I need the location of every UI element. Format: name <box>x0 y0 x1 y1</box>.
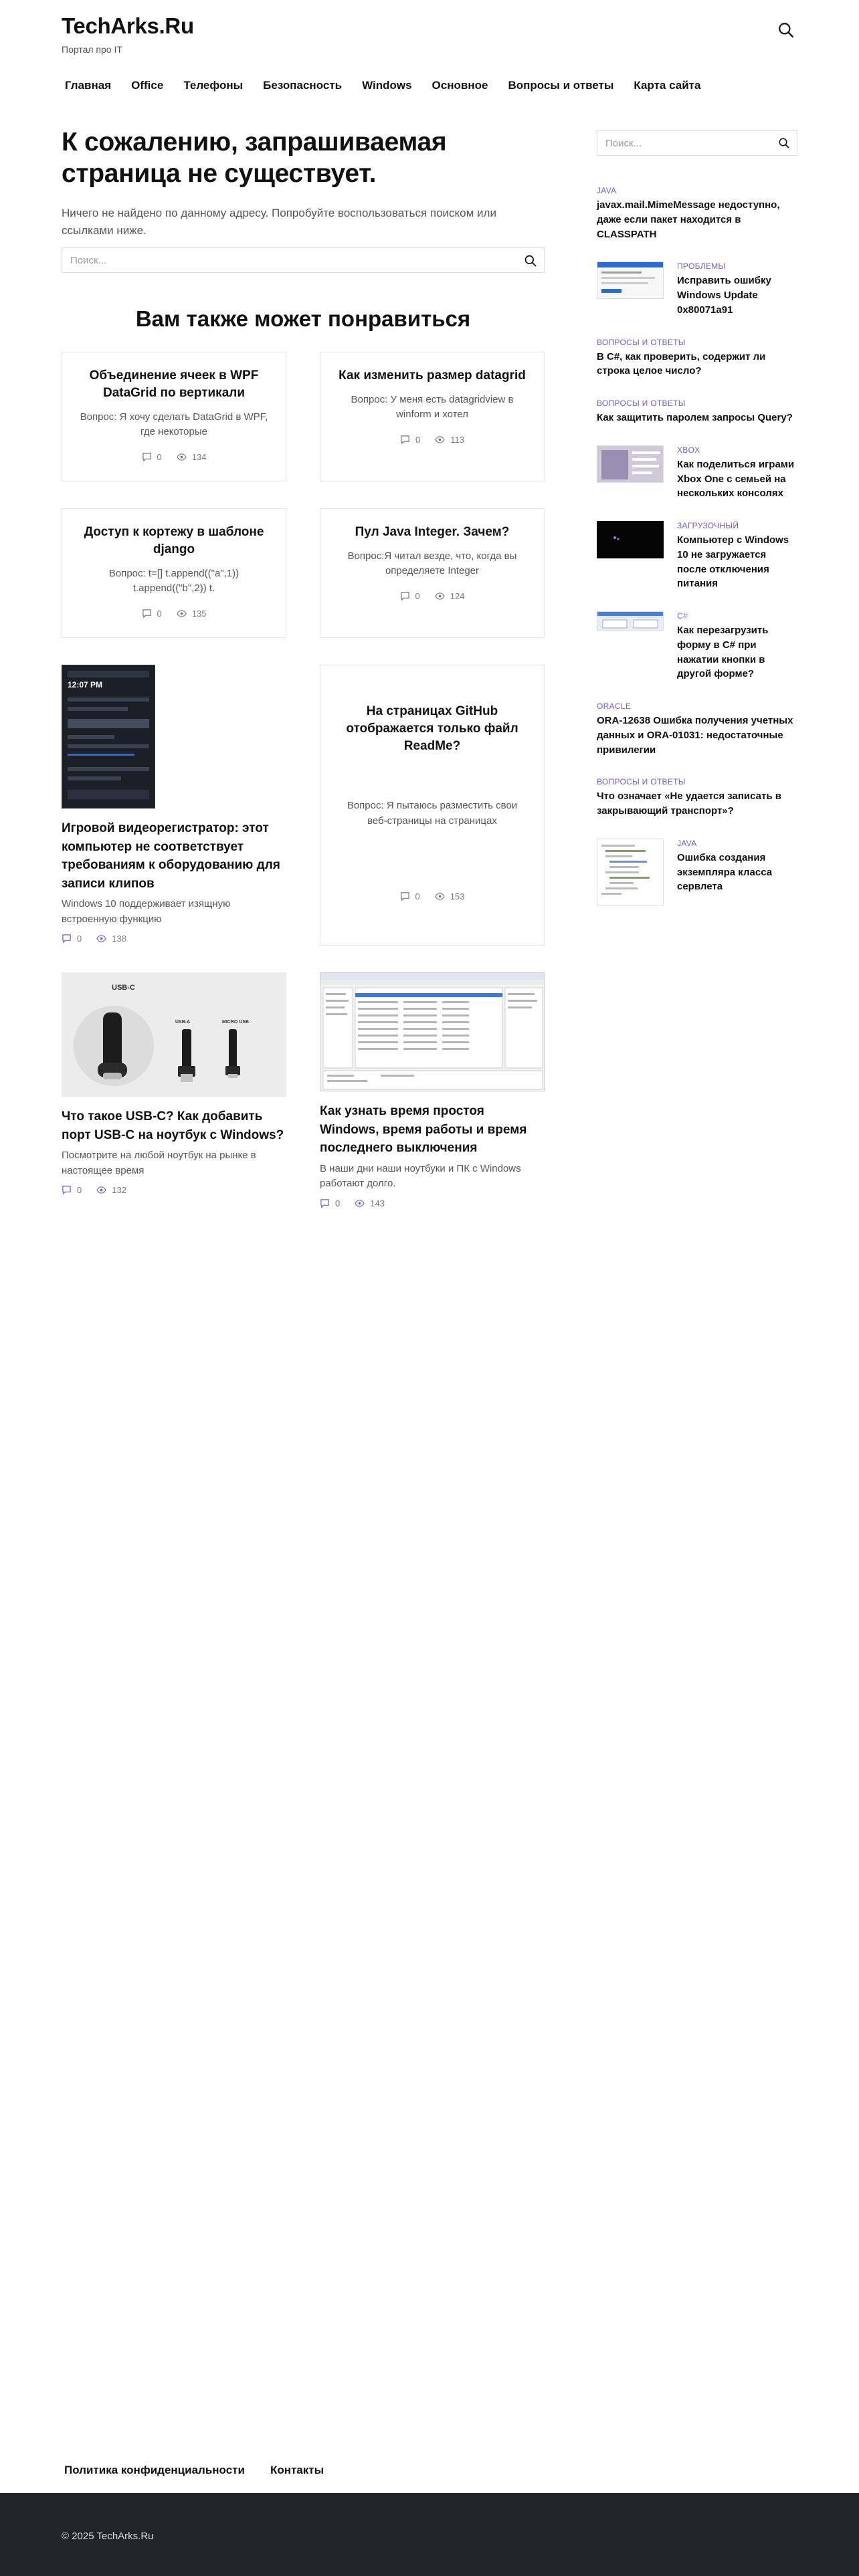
view-count: 113 <box>450 434 464 445</box>
sidebar <box>597 130 797 926</box>
sidebar-post-list <box>597 186 797 905</box>
micro-usb-label: MICRO USB <box>222 1020 250 1025</box>
post-category[interactable]: ВОПРОСЫ И ОТВЕТЫ <box>597 337 686 347</box>
main-nav <box>62 74 717 100</box>
post-thumbnail[interactable] <box>320 972 545 1091</box>
comment-icon <box>142 609 152 619</box>
post-title[interactable]: Исправить ошибку Windows Update 0x80071a91 <box>677 275 771 316</box>
eye-icon <box>355 1198 365 1208</box>
comment-count: 0 <box>157 608 162 619</box>
post-category[interactable]: JAVA <box>677 838 697 848</box>
post-meta <box>320 1198 545 1208</box>
thumbnail-time: 12:07 PM <box>68 680 103 690</box>
sidebar-post[interactable] <box>597 338 797 379</box>
post-excerpt: Посмотрите на любой ноутбук на рынке в настоящее время <box>62 1150 256 1176</box>
post-title[interactable]: Ошибка создания экземпляра класса сервлета <box>677 851 773 893</box>
sidebar-post[interactable] <box>597 611 797 681</box>
search-icon[interactable] <box>524 254 537 267</box>
sidebar-post[interactable] <box>597 777 797 819</box>
page-description: Ничего не найдено по данному адресу. Попробуйте воспользоваться поиском или ссылками ниже. <box>62 206 496 237</box>
post-thumbnail[interactable] <box>597 261 664 299</box>
usb-a-label: USB-A <box>175 1020 191 1025</box>
card-title[interactable]: На страницах GitHub отображается только файл ReadMe? <box>346 704 518 753</box>
post-thumbnail[interactable] <box>597 611 664 631</box>
post-title[interactable]: Как поделиться играми Xbox One с семьей на нескольких консолях <box>677 458 795 500</box>
card-meta <box>332 591 532 601</box>
nav-item-sitemap[interactable]: Карта сайта <box>634 79 701 92</box>
card-excerpt: Вопрос: У меня есть datagridview в winform и хотел <box>351 393 514 421</box>
post-meta <box>62 934 286 944</box>
site-logo[interactable]: TechArks.Ru <box>62 13 194 38</box>
related-card[interactable] <box>62 508 286 638</box>
card-meta <box>332 435 532 445</box>
eye-icon <box>435 591 445 601</box>
nav-item-office[interactable]: Office <box>131 79 164 92</box>
post-title[interactable]: Как защитить паролем запросы Query? <box>597 412 793 423</box>
sidebar-post[interactable] <box>597 399 797 425</box>
view-count: 143 <box>370 1198 385 1208</box>
post-thumbnail[interactable] <box>62 665 155 809</box>
usb-c-label: USB-C <box>112 984 135 992</box>
card-title[interactable]: Доступ к кортежу в шаблоне django <box>84 525 264 556</box>
site-tagline: Портал про IT <box>62 44 122 55</box>
post-title[interactable]: В C#, как проверить, содержит ли строка целое число? <box>597 350 766 377</box>
comment-icon <box>62 1185 72 1195</box>
nav-item-basics[interactable]: Основное <box>432 79 488 92</box>
sidebar-post[interactable] <box>597 521 797 591</box>
view-count: 134 <box>191 451 207 462</box>
post-category[interactable]: C# <box>677 611 688 621</box>
footer-menu <box>62 2461 326 2480</box>
post-category[interactable]: ВОПРОСЫ И ОТВЕТЫ <box>597 399 686 408</box>
eye-icon <box>435 891 445 901</box>
post-title[interactable]: Что такое USB-C? Как добавить порт USB-C на ноутбук с Windows? <box>62 1109 284 1142</box>
post-category[interactable]: ЗАГРУЗОЧНЫЙ <box>677 521 739 530</box>
copyright-text: © 2025 TechArks.Ru <box>62 2531 154 2542</box>
footer-link-contacts[interactable]: Контакты <box>270 2464 324 2476</box>
sidebar-search-box <box>597 130 797 156</box>
nav-item-security[interactable]: Безопасность <box>263 79 343 92</box>
eye-icon <box>435 435 445 445</box>
related-post[interactable] <box>62 972 286 1208</box>
sidebar-post[interactable] <box>597 702 797 757</box>
card-title[interactable]: Как изменить размер datagrid <box>339 368 526 383</box>
post-category[interactable]: JAVA <box>597 186 617 195</box>
post-title[interactable]: Игровой видеорегистратор: этот компьютер не соответствует требованиям к оборудованию для записи клипов <box>62 821 280 891</box>
nav-item-qa[interactable]: Вопросы и ответы <box>508 79 614 92</box>
card-excerpt: Вопрос: Я хочу сделать DataGrid в WPF, где некоторые <box>80 411 268 438</box>
main-search-box <box>62 247 545 273</box>
main-content <box>62 127 545 1208</box>
search-input[interactable] <box>62 248 544 272</box>
post-category[interactable]: ORACLE <box>597 702 632 711</box>
card-meta <box>339 891 525 901</box>
related-heading: Вам также может понравиться <box>135 306 471 332</box>
footer-link-privacy[interactable]: Политика конфиденциальности <box>64 2464 245 2476</box>
nav-item-home[interactable]: Главная <box>65 79 112 92</box>
post-excerpt: В наши дни наши ноутбуки и ПК с Windows работают долго. <box>320 1162 521 1190</box>
nav-item-phones[interactable]: Телефоны <box>183 79 244 92</box>
post-thumbnail[interactable] <box>597 521 664 558</box>
comment-icon <box>400 591 410 601</box>
sidebar-post[interactable] <box>597 186 797 241</box>
comment-count: 0 <box>157 451 162 462</box>
comment-icon <box>400 435 410 445</box>
related-post[interactable] <box>320 972 545 1208</box>
view-count: 138 <box>112 934 126 944</box>
post-category[interactable]: XBOX <box>677 445 700 455</box>
sidebar-search-input[interactable] <box>597 131 797 155</box>
card-title[interactable]: Пул Java Integer. Зачем? <box>355 525 510 540</box>
search-toggle-icon[interactable] <box>777 21 797 41</box>
card-title[interactable]: Объединение ячеек в WPF DataGrid по вертикали <box>89 368 259 400</box>
comment-icon <box>320 1198 330 1208</box>
post-thumbnail[interactable] <box>597 839 664 905</box>
related-card[interactable] <box>320 352 545 481</box>
related-card[interactable] <box>320 665 545 946</box>
search-icon[interactable] <box>778 137 791 150</box>
post-meta <box>62 1185 286 1195</box>
comment-count: 0 <box>415 891 420 902</box>
post-category[interactable]: ВОПРОСЫ И ОТВЕТЫ <box>597 777 686 787</box>
post-excerpt: Windows 10 поддерживает изящную встроенную функцию <box>62 898 231 925</box>
view-count: 153 <box>450 891 465 902</box>
comment-count: 0 <box>77 1185 82 1196</box>
post-category[interactable]: ПРОБЛЕМЫ <box>677 261 726 272</box>
comment-icon <box>400 891 410 901</box>
comment-count: 0 <box>415 591 420 601</box>
post-title[interactable]: javax.mail.MimeMessage недоступно, даже если пакет находится в CLASSPATH <box>597 199 780 240</box>
site-footer <box>0 2493 859 2576</box>
card-excerpt: Вопрос: t=[] t.append(("a",1)) t.append(("b",2)) t. <box>108 567 240 595</box>
comment-icon <box>142 452 152 462</box>
view-count: 135 <box>191 608 207 619</box>
comment-count: 0 <box>77 934 82 944</box>
related-post[interactable] <box>62 665 286 946</box>
eye-icon <box>177 609 187 619</box>
nav-item-windows[interactable]: Windows <box>362 79 412 92</box>
post-title[interactable]: Что означает «Не удается записать в закрывающий транспорт»? <box>597 790 781 817</box>
site-header <box>62 13 797 60</box>
comment-count: 0 <box>335 1198 341 1208</box>
card-excerpt: Вопрос:Я читал везде, что, когда вы определяете Integer <box>347 550 517 577</box>
card-excerpt: Вопрос: Я пытаюсь разместить свои веб-страницы на страницах <box>347 800 518 827</box>
eye-icon <box>177 452 187 462</box>
card-meta <box>74 609 274 619</box>
post-title[interactable]: ORA-12638 Ошибка получения учетных данных и ORA-01031: недостаточные привилегии <box>597 715 793 756</box>
comment-count: 0 <box>415 434 421 445</box>
view-count: 132 <box>112 1185 126 1196</box>
eye-icon <box>96 1185 106 1195</box>
related-card[interactable] <box>62 352 286 481</box>
sidebar-post[interactable] <box>597 445 797 501</box>
view-count: 124 <box>450 591 465 601</box>
related-card[interactable] <box>320 508 545 638</box>
post-title[interactable]: Как узнать время простоя Windows, время работы и время последнего выключения <box>320 1104 527 1156</box>
post-thumbnail[interactable] <box>597 445 664 483</box>
page-title: К сожалению, запрашиваемая страница не существует. <box>62 128 447 188</box>
comment-icon <box>62 934 72 944</box>
post-title[interactable]: Компьютер с Windows 10 не загружается после отключения питания <box>677 534 789 590</box>
sidebar-post[interactable] <box>597 261 797 317</box>
post-thumbnail[interactable] <box>62 972 286 1097</box>
eye-icon <box>96 934 106 944</box>
post-title[interactable]: Как перезагрузить форму в C# при нажатии кнопки в другой форме? <box>677 625 769 680</box>
sidebar-post[interactable] <box>597 839 797 905</box>
card-meta <box>74 452 274 462</box>
